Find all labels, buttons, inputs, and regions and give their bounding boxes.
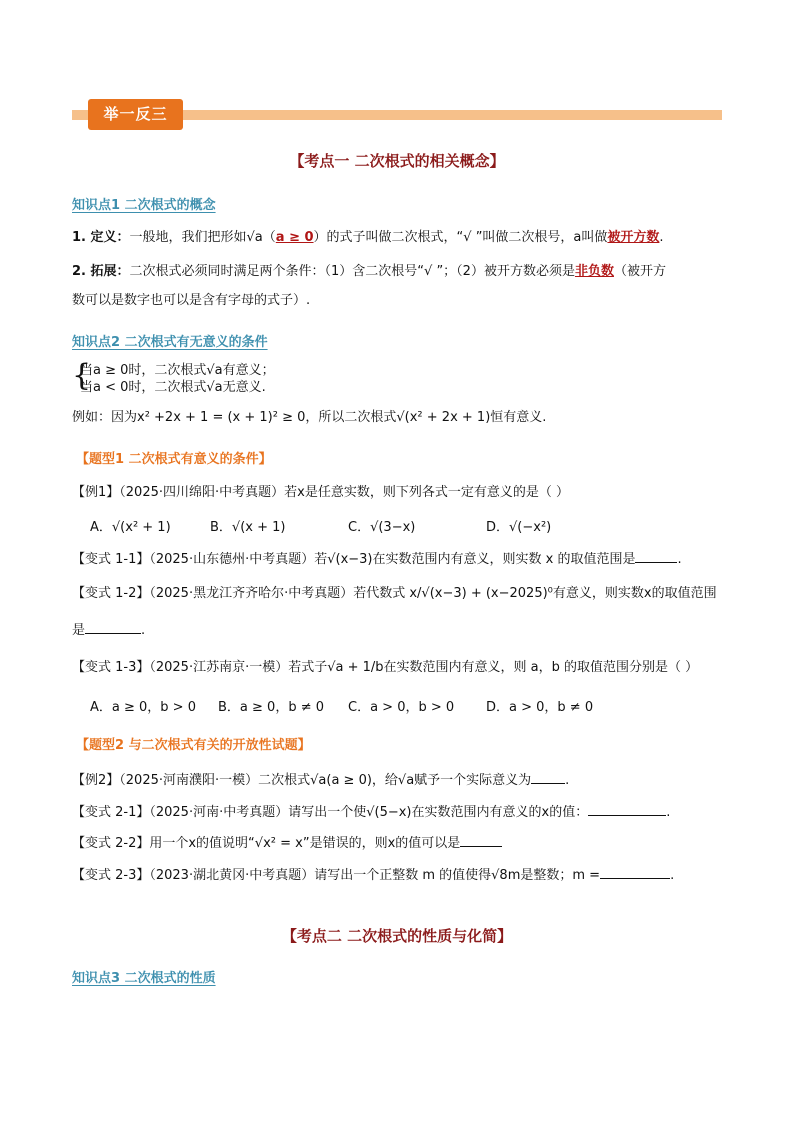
knowledge-point-1: 知识点1 二次根式的概念: [72, 198, 216, 213]
variant-2-2-text: 【变式 2-2】用一个x的值说明“√x² = x”是错误的，则x的值可以是: [72, 836, 461, 851]
extension-text-1: 二次根式必须同时满足两个条件：（1）含二次根号“√ ”；（2）被开方数必须是: [129, 264, 575, 279]
example-1-question: 【例1】（2025·四川绵阳·中考真题）若x是任意实数，则下列各式一定有意义的是（ ）: [72, 485, 569, 500]
definition-text-1: 一般地，我们把形如√a（: [129, 230, 276, 245]
knowledge-point-2: 知识点2 二次根式有无意义的条件: [72, 335, 268, 350]
topic-1-title: 【题型1 二次根式有意义的条件】: [76, 452, 272, 467]
example-1-option-b: B．√(x + 1): [210, 520, 286, 535]
variant-2-3-text: 【变式 2-3】（2023·湖北黄冈·中考真题）请写出一个正整数 m 的值使得√8m是整数；m =: [72, 868, 601, 883]
section-title-2: 【考点二 二次根式的性质与化简】: [281, 927, 513, 945]
variant-2-2: [72, 834, 502, 853]
extension-term: 非负数: [574, 264, 614, 279]
variant-1-2-end: .: [141, 623, 146, 638]
variant-2-1-text: 【变式 2-1】（2025·河南·中考真题）请写出一个使√(5−x)在实数范围内有意义的x的值：: [72, 805, 589, 820]
case-negative: 当a < 0时，二次根式√a无意义.: [80, 380, 266, 395]
definition-text-3: .: [659, 230, 664, 245]
variant-2-1: [72, 803, 670, 822]
variant-1-3-option-b: B．a ≥ 0，b ≠ 0: [218, 700, 324, 715]
case-brace: {: [72, 358, 92, 393]
variant-2-3: [72, 866, 674, 885]
variant-1-2-line-2: [72, 621, 145, 640]
example-2: [72, 771, 569, 790]
variant-1-3-question: 【变式 1-3】（2025·江苏南京·一模）若式子√a + 1/b在实数范围内有意义，则 a，b 的取值范围分别是（ ）: [72, 660, 699, 675]
topic-2-title: 【题型2 与二次根式有关的开放性试题】: [76, 738, 311, 753]
variant-1-2: 【变式 1-2】（2025·黑龙江齐齐哈尔·中考真题）若代数式 x/√(x−3) + (x−2025)⁰有意义，则实数x的取值范围: [72, 586, 717, 601]
example-2-end: .: [565, 773, 570, 788]
variant-1-3-option-d: D．a > 0，b ≠ 0: [486, 700, 594, 715]
extension-line-2: 数可以是数字也可以是含有字母的式子）.: [72, 293, 311, 308]
example-2-text: 【例2】（2025·河南濮阳·一模）二次根式√a(a ≥ 0)，给√a赋予一个实际意义为: [72, 773, 532, 788]
extension-text-2: （被开方: [613, 264, 666, 279]
answer-blank: [531, 771, 565, 784]
answer-blank: [460, 834, 502, 847]
variant-2-3-end: .: [670, 868, 675, 883]
variant-1-1-text: 【变式 1-1】（2025·山东德州·中考真题）若√(x−3)在实数范围内有意义，则实数 x 的取值范围是: [72, 552, 636, 567]
case-nonnegative: 当a ≥ 0时，二次根式√a有意义；: [80, 363, 275, 378]
definition-text-2: ）的式子叫做二次根式，“√ ”叫做二次根号，a叫做: [313, 230, 608, 245]
answer-blank: [588, 803, 666, 816]
variant-1-3-option-a: A．a ≥ 0，b > 0: [90, 700, 196, 715]
section-title-1: 【考点一 二次根式的相关概念】: [289, 152, 505, 170]
definition-number: 1. 定义：: [72, 230, 130, 245]
example-1-option-a: A．√(x² + 1): [90, 520, 171, 535]
example-1-option-c: C．√(3−x): [348, 520, 416, 535]
answer-blank: [600, 866, 670, 879]
extension-number: 2. 拓展：: [72, 264, 130, 279]
definition-line: [72, 229, 664, 247]
variant-1-2-text-2: 是: [72, 623, 86, 638]
variant-2-1-end: .: [666, 805, 671, 820]
knowledge-point-3: 知识点3 二次根式的性质: [72, 971, 216, 986]
variant-1-1: [72, 550, 682, 569]
definition-condition: a ≥ 0: [275, 230, 314, 245]
answer-blank: [635, 550, 677, 563]
answer-blank: [85, 621, 141, 634]
definition-term: 被开方数: [607, 230, 660, 245]
example-line: 例如：因为x² +2x + 1 = (x + 1)² ≥ 0，所以二次根式√(x² + 2x + 1)恒有意义.: [72, 410, 547, 425]
variant-1-3-option-c: C．a > 0，b > 0: [348, 700, 455, 715]
extension-line: [72, 263, 666, 281]
section-badge: 举一反三: [88, 99, 183, 130]
variant-1-1-end: .: [677, 552, 682, 567]
example-1-option-d: D．√(−x²): [486, 520, 552, 535]
